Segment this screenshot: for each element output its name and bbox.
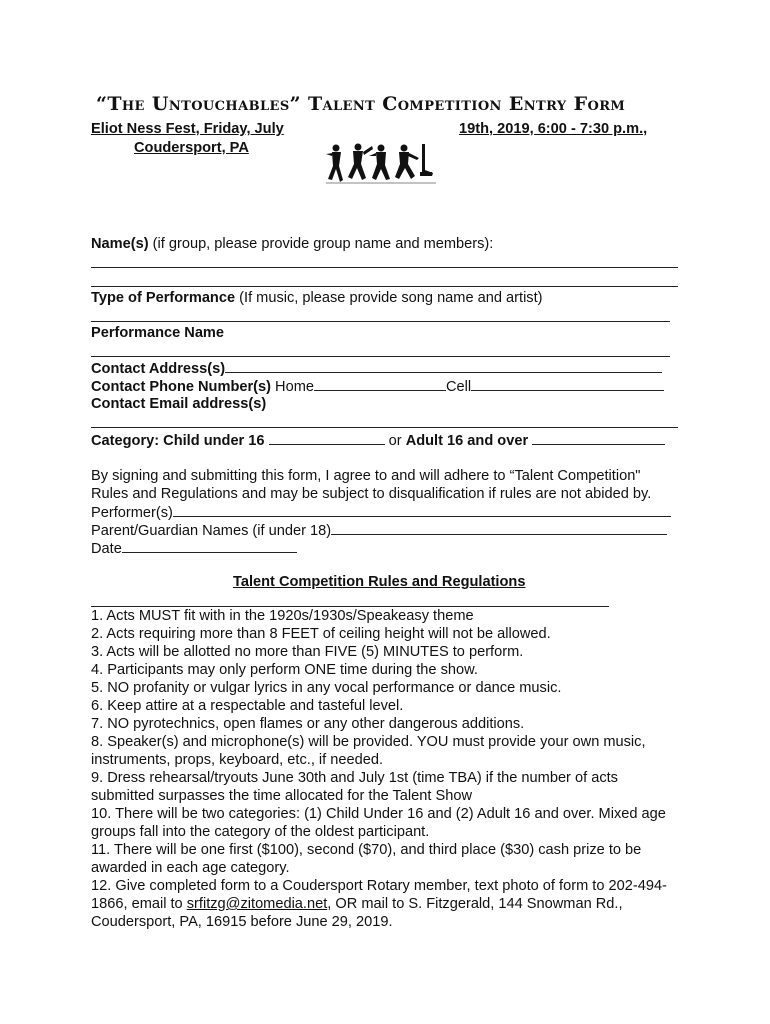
names-row <box>91 235 493 253</box>
category-or: or <box>384 433 406 449</box>
names-line-2[interactable] <box>91 286 678 287</box>
rule-item: 9. Dress rehearsal/tryouts June 30th and July 1st (time TBA) if the number of acts submitted surpasses the time allocated for the Talent Show <box>91 770 618 804</box>
rule-item: 10. There will be two categories: (1) Child Under 16 and (2) Adult 16 and over. Mixed age groups fall into the category of the oldest participant. <box>91 806 666 840</box>
rule-item-last <box>91 877 681 931</box>
date-field[interactable] <box>122 539 297 553</box>
rule-item: 4. Participants may only perform ONE time during the show. <box>91 662 478 678</box>
rule-12-prefix: 12. Give completed form to a Coudersport Rotary member, text photo of form to 202-494-1866, email to <box>91 878 667 912</box>
contact-email-link[interactable]: srfitzg@zitomedia.net <box>186 896 328 912</box>
address-field[interactable] <box>225 359 662 373</box>
performance-name-line[interactable] <box>91 356 670 357</box>
rules-heading: Talent Competition Rules and Regulations <box>233 574 526 590</box>
performer-field[interactable] <box>173 503 671 517</box>
address-row <box>91 359 662 378</box>
category-child-label: Category: Child under 16 <box>91 433 265 449</box>
performance-name-label: Performance Name <box>91 325 225 341</box>
address-label: Contact Address(s) <box>91 361 226 377</box>
type-line[interactable] <box>91 321 670 322</box>
performer-row <box>91 503 671 522</box>
rule-item: 6. Keep attire at a respectable and tasteful level. <box>91 698 404 714</box>
rule-item: 5. NO profanity or vulgar lyrics in any vocal performance or dance music. <box>91 680 562 696</box>
type-label: Type of Performance <box>91 290 236 306</box>
type-hint: (If music, please provide song name and artist) <box>235 290 543 306</box>
category-adult-field[interactable] <box>532 431 665 445</box>
type-row <box>91 289 543 307</box>
phone-row <box>91 377 664 396</box>
rule-item: 1. Acts MUST fit with in the 1920s/1930s/Speakeasy theme <box>91 608 474 624</box>
rule-item: 7. NO pyrotechnics, open flames or any other dangerous additions. <box>91 716 525 732</box>
performer-label: Performer(s) <box>91 505 173 521</box>
rule-item: 8. Speaker(s) and microphone(s) will be provided. YOU must provide your own music, instruments, props, keyboard, etc., if needed. <box>91 734 646 768</box>
phone-label: Contact Phone Number(s) <box>91 379 271 395</box>
phone-cell-field[interactable] <box>471 377 664 391</box>
form-title: “The Untouchables” Talent Competition Entry Form <box>96 93 626 115</box>
rule-12-suffix: , OR mail to S. Fitzgerald, 144 Snowman Rd., Coudersport, PA, 16915 before June 29, 2019. <box>91 896 623 930</box>
date-row <box>91 539 297 558</box>
category-child-field[interactable] <box>269 431 385 445</box>
names-line-1[interactable] <box>91 267 678 268</box>
event-date-right: 19th, 2019, 6:00 - 7:30 p.m., <box>459 121 648 137</box>
email-label: Contact Email address(s) <box>91 396 267 412</box>
agreement-text: By signing and submitting this form, I agree to and will adhere to “Talent Competition" Rules and Regulations and may be subject to disqualification if rules are not abided by. <box>91 468 652 502</box>
date-label: Date <box>91 541 122 557</box>
category-row <box>91 431 665 450</box>
dancers-logo-icon <box>326 142 436 186</box>
names-label: Name(s) <box>91 236 149 252</box>
rules-list <box>91 607 681 931</box>
email-line[interactable] <box>91 427 678 428</box>
guardian-label: Parent/Guardian Names (if under 18) <box>91 523 332 539</box>
rule-item: 3. Acts will be allotted no more than FIVE (5) MINUTES to perform. <box>91 644 524 660</box>
names-hint: (if group, please provide group name and members): <box>148 236 494 252</box>
phone-cell-label: Cell <box>445 379 472 395</box>
phone-home-label: Home <box>271 379 314 395</box>
guardian-field[interactable] <box>331 521 667 535</box>
rule-item: 2. Acts requiring more than 8 FEET of ceiling height will not be allowed. <box>91 626 551 642</box>
event-date-left: Eliot Ness Fest, Friday, July <box>91 121 284 137</box>
phone-home-field[interactable] <box>314 377 446 391</box>
category-adult-label: Adult 16 and over <box>405 433 529 449</box>
event-location: Coudersport, PA <box>134 140 249 156</box>
guardian-row <box>91 521 667 540</box>
rule-item: 11. There will be one first ($100), second ($70), and third place ($30) cash prize to be awarded in each age category. <box>91 842 642 876</box>
